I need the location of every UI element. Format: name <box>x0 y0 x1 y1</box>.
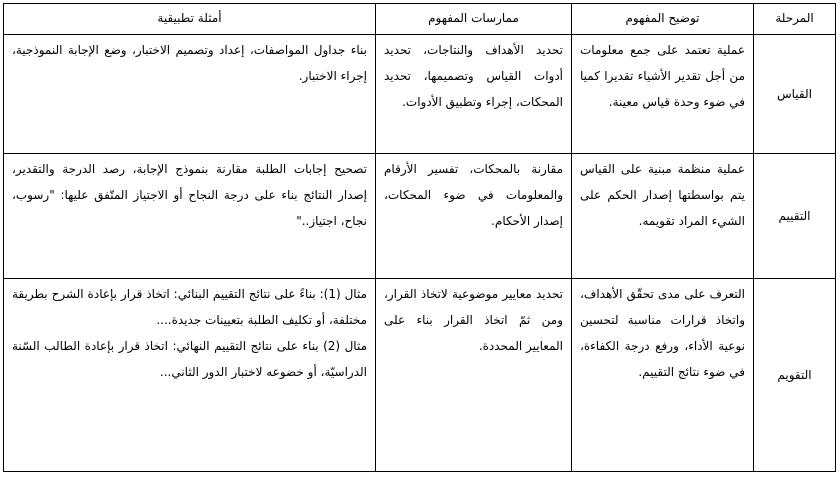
stage-cell: التقويم <box>754 279 836 472</box>
practices-cell: تحديد معايير موضوعية لاتخاذ القرار، ومن ثمّ اتخاذ القرار بناء على المعايير المحددة. <box>376 279 572 472</box>
table-row <box>4 154 836 279</box>
examples-cell: بناء جداول المواصفات، إعداد وتصميم الاختبار، وضع الإجابة النموذجية، إجراء الاختبار. <box>4 35 376 154</box>
definition-cell: عملية تعتمد على جمع معلومات من أجل تقدير الأشياء تقديرا كميا في ضوء وحدة قياس معينة. <box>572 35 754 154</box>
header-examples: أمثلة تطبيقية <box>4 4 376 35</box>
concepts-table-container <box>3 3 835 475</box>
examples-cell: تصحيح إجابات الطلبة مقارنة بنموذج الإجابة، رصد الدرجة والتقدير، إصدار النتائج بناء على درجة النجاح أو الاجتياز المتّفق عليها: "رسوب، نجاح، اجتياز.." <box>4 154 376 279</box>
definition-cell: التعرف على مدى تحقّق الأهداف، واتخاذ قرارات مناسبة لتحسين نوعية الأداء، ورفع درجة الكفاءة، في ضوء نتائج التقييم. <box>572 279 754 472</box>
definition-cell: عملية منظمة مبنية على القياس يتم بواسطتها إصدار الحكم على الشيء المراد تقويمه. <box>572 154 754 279</box>
header-row <box>4 4 836 35</box>
concepts-table <box>3 3 836 472</box>
example-1-text: مثال (1): بناءً على نتائج التقييم البنائي: اتخاذ قرار بإعادة الشرح بطريقة مختلفة، أو تكليف الطلبة بتعيينات جديدة.... <box>12 287 367 327</box>
practices-cell: مقارنة بالمحكات، تفسير الأرقام والمعلومات في ضوء المحكات، إصدار الأحكام. <box>376 154 572 279</box>
table-body <box>4 35 836 472</box>
stage-cell: التقييم <box>754 154 836 279</box>
table-row <box>4 279 836 472</box>
header-stage: المرحلة <box>754 4 836 35</box>
table-header <box>4 4 836 35</box>
table-row <box>4 35 836 154</box>
header-practices: ممارسات المفهوم <box>376 4 572 35</box>
stage-cell: القياس <box>754 35 836 154</box>
practices-cell: تحديد الأهداف والنتاجات، تحديد أدوات القياس وتصميمها، تحديد المحكات، إجراء وتطبيق الأدوات. <box>376 35 572 154</box>
examples-cell <box>4 279 376 472</box>
header-definition: توضيح المفهوم <box>572 4 754 35</box>
example-2-text: مثال (2) بناء على نتائج التقييم النهائي: اتخاذ قرار بإعادة الطالب السّنة الدراسيّة، أو خضوعه لاختبار الدور الثاني... <box>12 339 367 379</box>
